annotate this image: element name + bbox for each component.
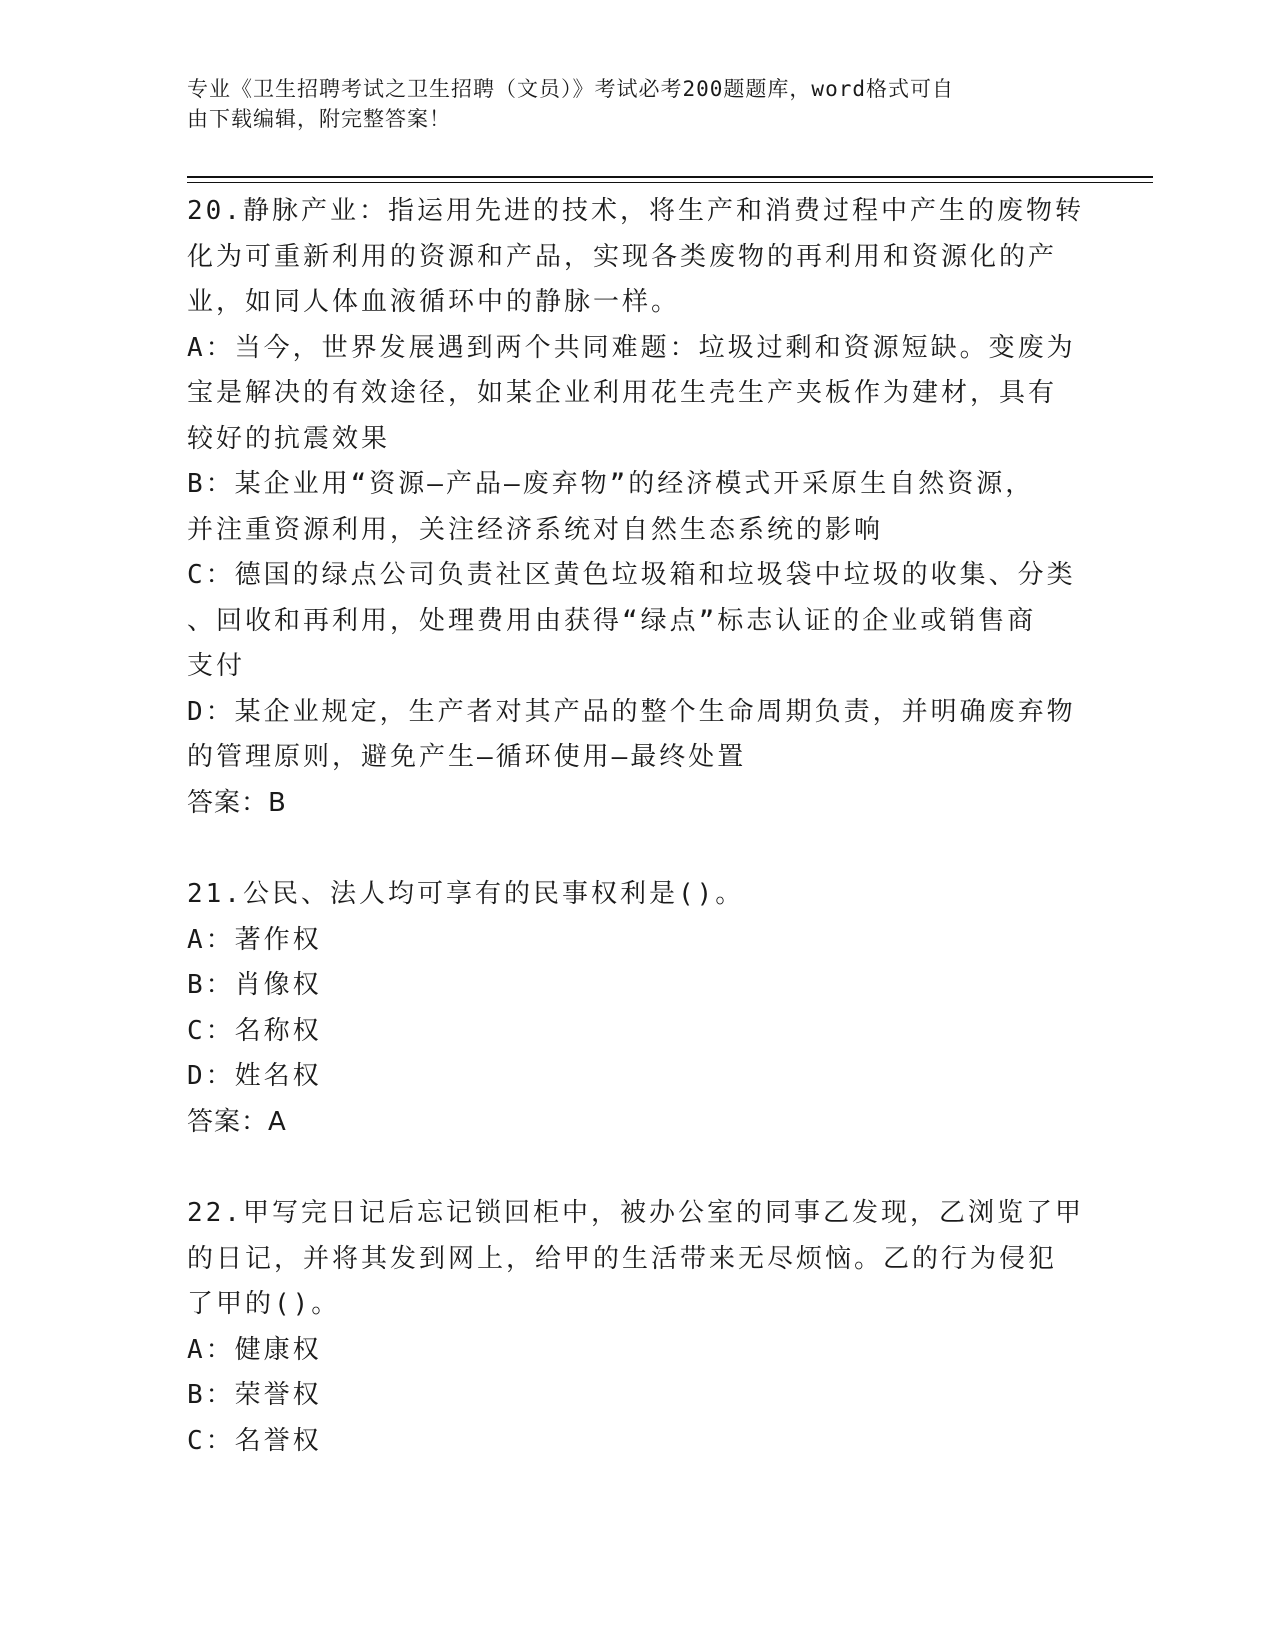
header-rule-thick	[187, 176, 1153, 178]
document-header	[187, 74, 1067, 134]
answer-line: 答案：A	[187, 1106, 287, 1137]
question-list	[187, 189, 1087, 1464]
option-c	[187, 553, 1087, 690]
spacer	[187, 826, 1087, 872]
question-20	[187, 189, 1087, 826]
question-stem-line: 20.静脉产业：指运用先进的技术，将生产和消费过程中产生的废物转	[187, 196, 1084, 226]
option-a: A：著作权	[187, 924, 322, 955]
spacer	[187, 1145, 1087, 1191]
option-a	[187, 326, 1087, 463]
header-line: 由下载编辑，附完整答案！	[187, 107, 451, 131]
option-line: 宝是解决的有效途径，如某企业利用花生壳生产夹板作为建材，具有	[187, 378, 1058, 408]
option-line: 的管理原则，避免产生—循环使用—最终处置	[187, 742, 747, 772]
question-stem-line: 业，如同人体血液循环中的静脉一样。	[187, 287, 681, 317]
option-line: B：某企业用“资源—产品—废弃物”的经济模式开采原生自然资源，	[187, 469, 1035, 499]
option-b	[187, 462, 1087, 553]
question-stem-line: 22.甲写完日记后忘记锁回柜中，被办公室的同事乙发现，乙浏览了甲	[187, 1198, 1084, 1228]
option-line: 、回收和再利用，处理费用由获得“绿点”标志认证的企业或销售商	[187, 605, 1037, 636]
option-c: C：名誉权	[187, 1425, 322, 1456]
option-line: 支付	[187, 651, 246, 681]
option-c: C：名称权	[187, 1015, 322, 1046]
option-d: D：姓名权	[187, 1061, 322, 1091]
question-21	[187, 872, 1087, 1145]
option-b: B：荣誉权	[187, 1380, 322, 1410]
question-22	[187, 1191, 1087, 1464]
option-line: C：德国的绿点公司负责社区黄色垃圾箱和垃圾袋中垃圾的收集、分类	[187, 560, 1076, 590]
header-line: 专业《卫生招聘考试之卫生招聘（文员）》考试必考200题题库，word格式可自	[187, 77, 954, 101]
option-a: A：健康权	[187, 1334, 322, 1365]
option-line: A：当今，世界发展遇到两个共同难题：垃圾过剩和资源短缺。变废为	[187, 332, 1076, 363]
option-b: B：肖像权	[187, 970, 322, 1000]
answer-line: 答案：B	[187, 787, 287, 818]
question-stem-line: 的日记，并将其发到网上，给甲的生活带来无尽烦恼。乙的行为侵犯	[187, 1243, 1058, 1274]
header-rule-thin	[187, 182, 1153, 183]
question-stem-line: 了甲的()。	[187, 1289, 341, 1319]
option-line: 并注重资源利用，关注经济系统对自然生态系统的影响	[187, 514, 884, 545]
option-line: D：某企业规定，生产者对其产品的整个生命周期负责，并明确废弃物	[187, 696, 1076, 727]
question-stem-line: 21.公民、法人均可享有的民事权利是()。	[187, 879, 745, 909]
option-d	[187, 690, 1087, 781]
option-line: 较好的抗震效果	[187, 423, 391, 454]
question-stem-line: 化为可重新利用的资源和产品，实现各类废物的再利用和资源化的产	[187, 241, 1058, 272]
